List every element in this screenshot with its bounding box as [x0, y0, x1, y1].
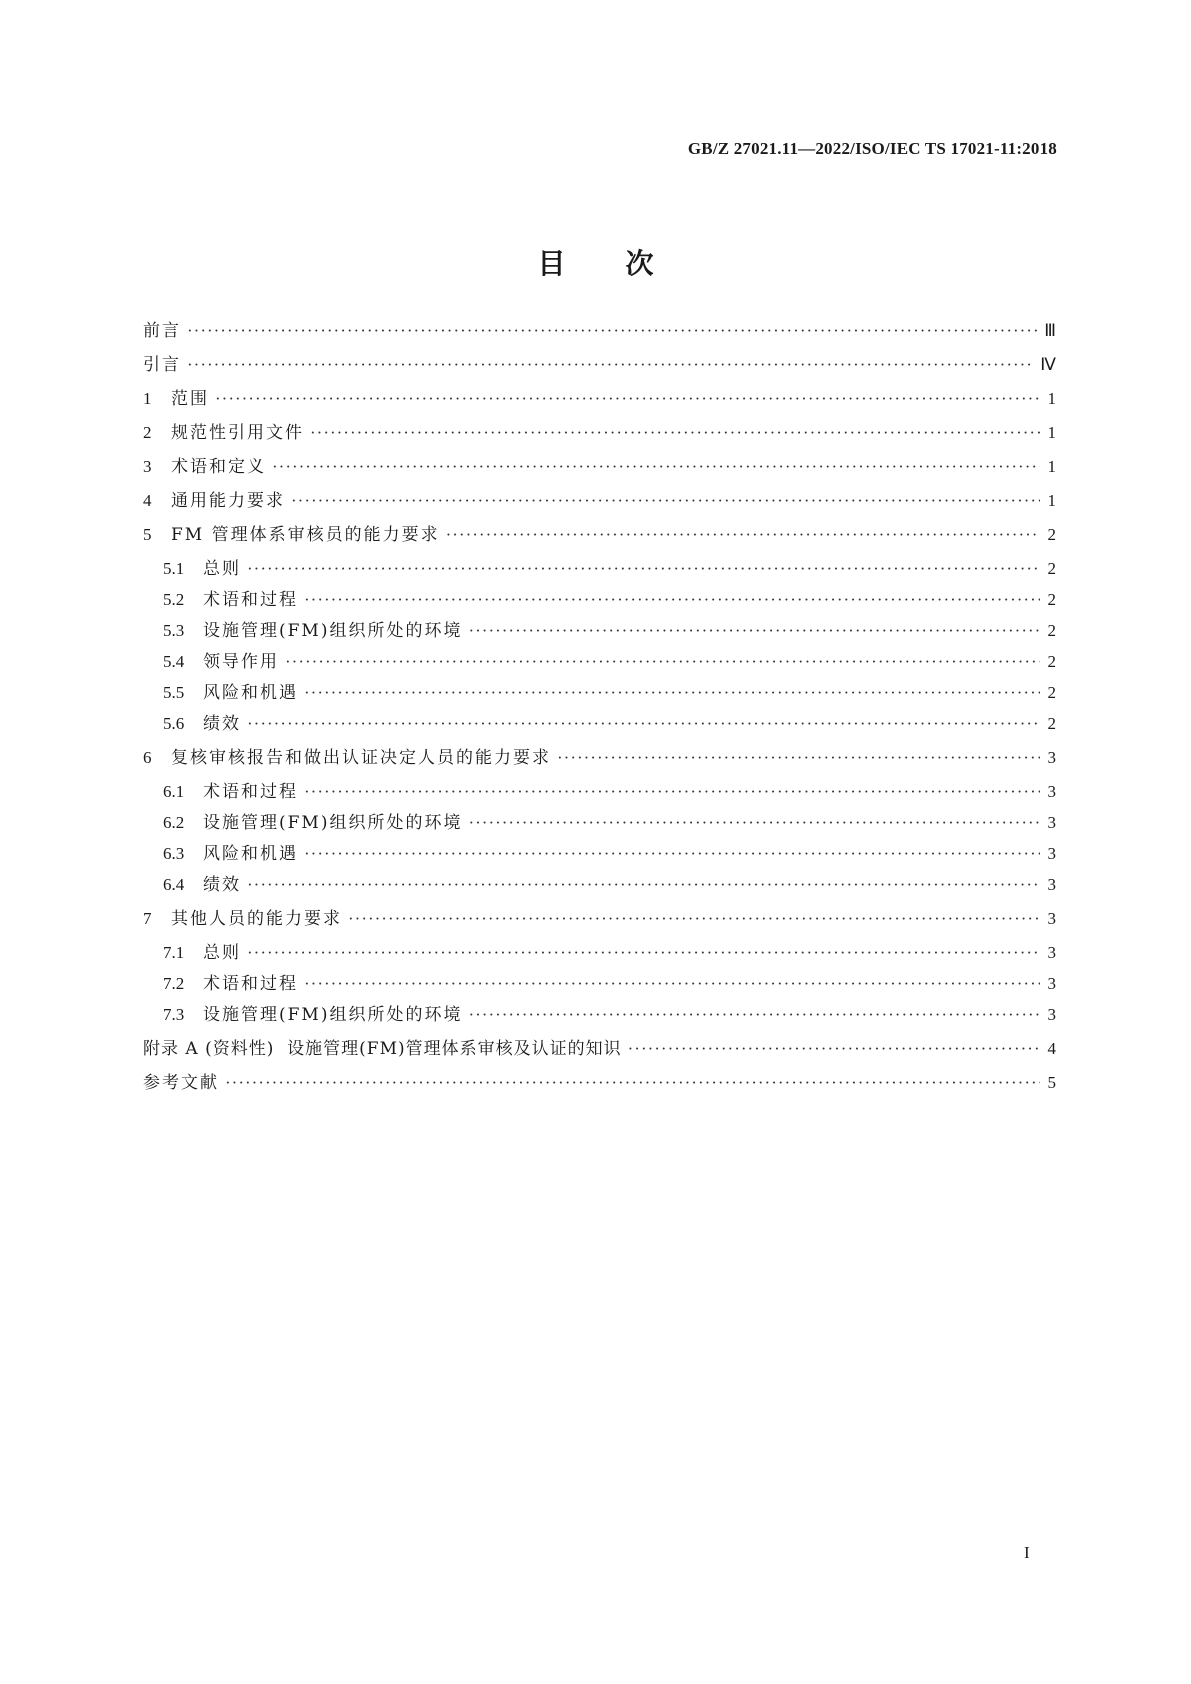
dot-leader — [272, 455, 1040, 479]
toc-entry-label: 领导作用 — [203, 652, 279, 672]
toc-page-ref: 1 — [1047, 423, 1056, 442]
dot-leader — [285, 650, 1040, 674]
toc-entry-number: 7 — [143, 909, 152, 928]
dot-leader — [468, 619, 1040, 643]
dot-leader — [187, 353, 1034, 377]
toc-page-ref: Ⅲ — [1044, 321, 1056, 340]
toc-entry-label: 设施管理(FM)组织所处的环境 — [203, 621, 463, 641]
toc-entry-label: 总则 — [203, 559, 241, 579]
dot-leader — [247, 873, 1040, 897]
toc-entry-6-3[interactable] — [163, 842, 1056, 866]
toc-entry-1[interactable] — [143, 387, 1056, 411]
toc-page-ref: 2 — [1047, 714, 1056, 733]
toc-entry-label: 前言 — [143, 321, 181, 341]
dot-leader — [304, 588, 1040, 612]
dot-leader — [291, 489, 1040, 513]
dot-leader — [310, 421, 1040, 445]
toc-entry-label: 绩效 — [203, 875, 241, 895]
toc-entry-5-2[interactable] — [163, 588, 1056, 612]
toc-entry-5-3[interactable] — [163, 619, 1056, 643]
toc-entry-number: 5.2 — [163, 590, 185, 609]
toc-entry-label: 设施管理(FM)组织所处的环境 — [203, 813, 463, 833]
toc-entry-label: 规范性引用文件 — [171, 423, 304, 443]
dot-leader — [348, 907, 1040, 931]
toc-entry-number: 6 — [143, 748, 152, 767]
dot-leader — [468, 811, 1040, 835]
toc-page-ref: 1 — [1047, 389, 1056, 408]
toc-page-ref: 3 — [1047, 782, 1056, 801]
dot-leader — [247, 712, 1040, 736]
toc-entry-number: 5.5 — [163, 683, 185, 702]
toc-entry-introduction[interactable] — [143, 353, 1056, 377]
toc-entry-5-5[interactable] — [163, 681, 1056, 705]
toc-page-ref: 3 — [1047, 909, 1056, 928]
toc-entry-label: 范围 — [171, 389, 209, 409]
toc-entry-5-4[interactable] — [163, 650, 1056, 674]
dot-leader — [468, 1003, 1040, 1027]
toc-entry-number: 6.4 — [163, 875, 185, 894]
toc-entry-6-2[interactable] — [163, 811, 1056, 835]
toc-entry-label: 术语和过程 — [203, 782, 298, 802]
toc-page-ref: 1 — [1047, 491, 1056, 510]
toc-page-ref: Ⅳ — [1040, 355, 1056, 374]
toc-entry-number: 7.2 — [163, 974, 185, 993]
toc-page-ref: 3 — [1047, 974, 1056, 993]
toc-entry-number: 5.3 — [163, 621, 185, 640]
toc-entry-number: 6.2 — [163, 813, 185, 832]
toc-page-ref: 3 — [1047, 875, 1056, 894]
toc-entry-number: 7.1 — [163, 943, 185, 962]
toc-entry-number: 5.1 — [163, 559, 185, 578]
toc-entry-number: 5.4 — [163, 652, 185, 671]
toc-entry-label: 通用能力要求 — [171, 491, 285, 511]
toc-entry-label: 附录 A (资料性) 设施管理(FM)管理体系审核及认证的知识 — [143, 1039, 622, 1059]
toc-entry-number: 1 — [143, 389, 152, 408]
toc-entry-number: 6.1 — [163, 782, 185, 801]
toc-entry-5-1[interactable] — [163, 557, 1056, 581]
toc-entry-label: 设施管理(FM)组织所处的环境 — [203, 1005, 463, 1025]
toc-entry-label: 绩效 — [203, 714, 241, 734]
toc-page-ref: 3 — [1047, 844, 1056, 863]
toc-page-ref: 2 — [1047, 559, 1056, 578]
dot-leader — [304, 972, 1040, 996]
toc-entry-3[interactable] — [143, 455, 1056, 479]
dot-leader — [446, 523, 1040, 547]
dot-leader — [557, 746, 1040, 770]
toc-page-ref: 3 — [1047, 943, 1056, 962]
dot-leader — [628, 1037, 1040, 1061]
toc-entry-label: 参考文献 — [143, 1073, 219, 1093]
toc-entry-label: 术语和过程 — [203, 974, 298, 994]
dot-leader — [304, 842, 1040, 866]
dot-leader — [247, 941, 1040, 965]
toc-entry-5[interactable] — [143, 523, 1056, 547]
toc-entry-number: 7.3 — [163, 1005, 185, 1024]
toc-page-ref: 2 — [1047, 590, 1056, 609]
dot-leader — [215, 387, 1040, 411]
toc-entry-number: 3 — [143, 457, 152, 476]
dot-leader — [304, 780, 1040, 804]
dot-leader — [225, 1071, 1040, 1095]
toc-entry-label: 引言 — [143, 355, 181, 375]
dot-leader — [187, 319, 1038, 343]
toc-entry-label: FM 管理体系审核员的能力要求 — [171, 525, 440, 545]
toc-entry-6-1[interactable] — [163, 780, 1056, 804]
toc-entry-number: 5 — [143, 525, 152, 544]
page-title — [0, 242, 1191, 282]
toc-page-ref: 2 — [1047, 525, 1056, 544]
toc-entry-7-1[interactable] — [163, 941, 1056, 965]
toc-entry-number: 5.6 — [163, 714, 185, 733]
toc-entry-6[interactable] — [143, 746, 1056, 770]
toc-page-ref: 2 — [1047, 621, 1056, 640]
toc-entry-6-4[interactable] — [163, 873, 1056, 897]
toc-page-ref: 4 — [1047, 1039, 1056, 1058]
page-number: I — [1024, 1543, 1030, 1562]
toc-page-ref: 1 — [1047, 457, 1056, 476]
standard-code-header — [688, 139, 1057, 159]
toc-entry-7-3[interactable] — [163, 1003, 1056, 1027]
toc-page-ref: 3 — [1047, 1005, 1056, 1024]
toc-entry-label: 复核审核报告和做出认证决定人员的能力要求 — [171, 748, 551, 768]
toc-entry-5-6[interactable] — [163, 712, 1056, 736]
title-char-1: 目 — [537, 247, 566, 280]
standard-code: GB/Z 27021.11—2022/ISO/IEC TS 17021-11:2018 — [687, 139, 1057, 158]
toc-entry-preface[interactable] — [143, 319, 1056, 343]
toc-entry-label: 风险和机遇 — [203, 683, 298, 703]
toc-entry-7[interactable] — [143, 907, 1056, 931]
toc-entry-label: 术语和定义 — [171, 457, 266, 477]
toc-entry-label: 总则 — [203, 943, 241, 963]
toc-page-ref: 2 — [1047, 652, 1056, 671]
toc-entry-number: 4 — [143, 491, 152, 510]
toc-entry-number: 6.3 — [163, 844, 185, 863]
toc-entry-label: 风险和机遇 — [203, 844, 298, 864]
title-char-2: 次 — [625, 247, 654, 280]
toc-entry-bibliography[interactable] — [143, 1071, 1056, 1095]
toc-entry-label: 其他人员的能力要求 — [171, 909, 342, 929]
toc-page-ref: 3 — [1047, 813, 1056, 832]
toc-page-ref: 2 — [1047, 683, 1056, 702]
toc-entry-number: 2 — [143, 423, 152, 442]
toc-entry-7-2[interactable] — [163, 972, 1056, 996]
toc-entry-label: 术语和过程 — [203, 590, 298, 610]
toc-entry-annex-a[interactable] — [143, 1037, 1056, 1061]
dot-leader — [247, 557, 1040, 581]
toc-page-ref: 3 — [1047, 748, 1056, 767]
toc-page-ref: 5 — [1047, 1073, 1056, 1092]
toc-entry-4[interactable] — [143, 489, 1056, 513]
toc-entry-2[interactable] — [143, 421, 1056, 445]
dot-leader — [304, 681, 1040, 705]
